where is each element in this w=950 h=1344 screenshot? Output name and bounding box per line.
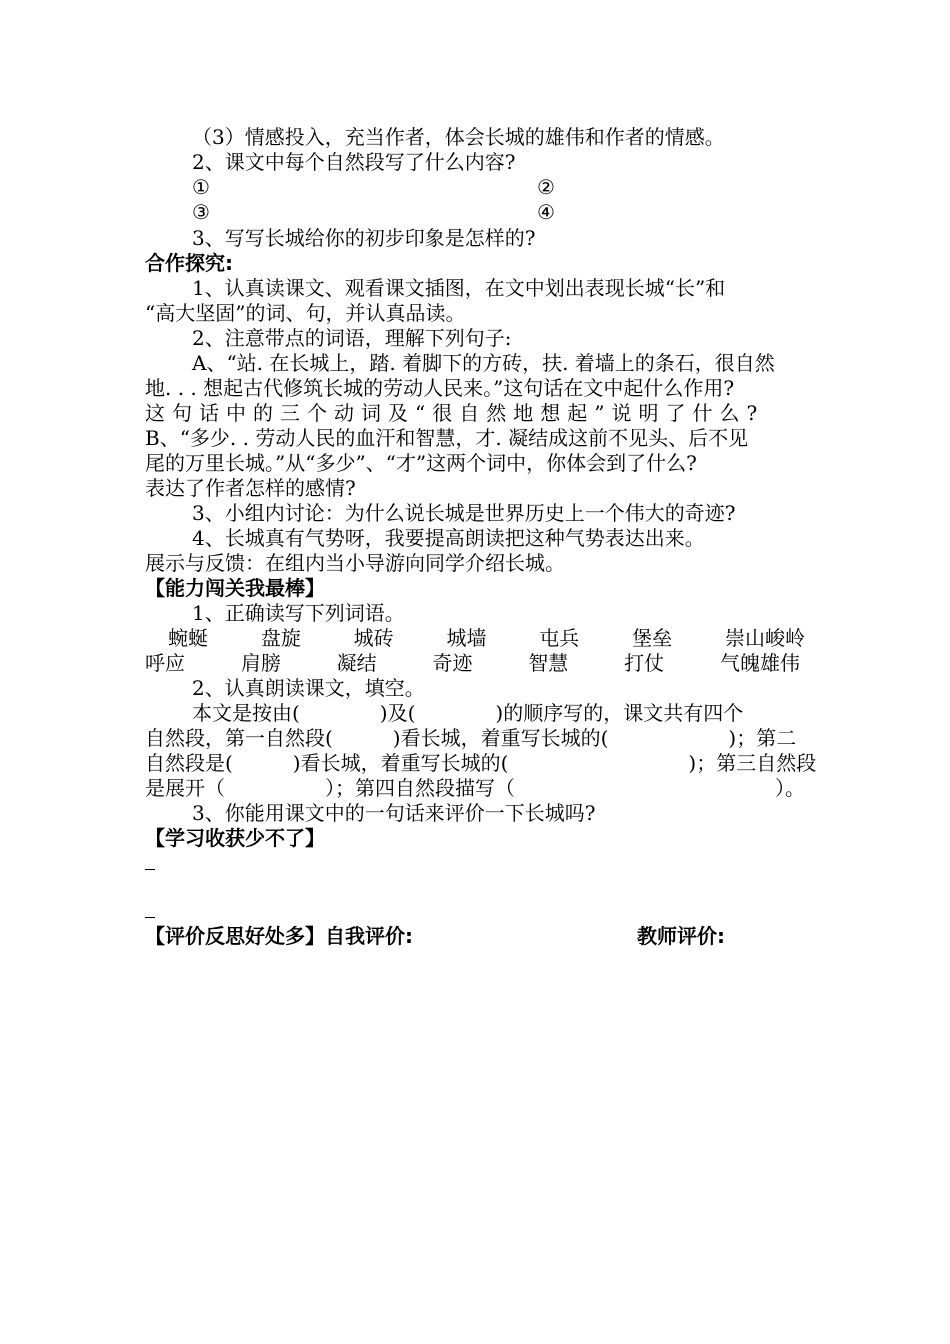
cooperation-q4: 4、长城真有气势呀，我要提高朗读把这种气势表达出来。 (192, 526, 705, 550)
cooperation-heading: 合作探究: (145, 251, 233, 275)
fill-line-2: 自然段，第一自然段( )看长城，着重写长城的( )；第二 (145, 726, 797, 750)
word-item: 凝结 (336, 651, 377, 675)
fill-line-1: 本文是按由( )及( )的顺序写的，课文共有四个 (192, 701, 744, 725)
word-item: 肩膀 (240, 651, 281, 675)
marker-4: ④ (537, 200, 555, 224)
word-item: 城墙 (446, 626, 487, 650)
ability-q1: 1、正确读写下列词语。 (192, 601, 405, 625)
word-item: 堡垒 (632, 626, 673, 650)
word-item: 呼应 (145, 651, 185, 675)
word-item: 蜿蜒 (168, 626, 208, 650)
fill-line-4: 是展开（ ）；第四自然段描写（ ）。 (145, 776, 805, 800)
show-feedback: 展示与反馈：在组内当小导游向同学介绍长城。 (145, 551, 565, 575)
word-row-1 (168, 626, 805, 650)
sentence-a-line2: 地. . . 想起古代修筑长城的劳动人民来。”这句话在文中起什么作用? (145, 376, 735, 400)
intro-question-2: 2、课文中每个自然段写了什么内容? (192, 150, 516, 174)
sentence-a-line1: A、“站. 在长城上，踏. 着脚下的方砖，扶. 着墙上的条石，很自然 (192, 351, 775, 375)
word-item: 屯兵 (539, 626, 580, 650)
sentence-b-line1: B、“多少. . 劳动人民的血汗和智慧，才. 凝结成这前不见头、后不见 (145, 426, 749, 450)
answer-line (145, 917, 155, 918)
cooperation-q3: 3、小组内讨论：为什么说长城是世界历史上一个伟大的奇迹? (192, 501, 736, 525)
marker-2: ② (537, 175, 555, 199)
word-item: 气魄雄伟 (719, 651, 800, 675)
evaluation-heading: 【评价反思好处多】自我评价: (145, 924, 413, 948)
ability-heading: 【能力闯关我最棒】 (145, 576, 325, 600)
harvest-heading: 【学习收获少不了】 (145, 826, 325, 850)
cooperation-q1-line2: “高大坚固”的词、句，并认真品读。 (145, 301, 466, 325)
word-item: 智慧 (528, 651, 569, 675)
word-item: 打仗 (624, 651, 665, 675)
marker-1: ① (192, 175, 210, 199)
sentence-b-line3: 表达了作者怎样的感情? (145, 476, 356, 500)
cooperation-q2: 2、注意带点的词语，理解下列句子: (192, 326, 512, 350)
fill-line-3: 自然段是( )看长城，着重写长城的( )；第三自然段 (145, 751, 817, 775)
ability-q2: 2、认真朗读课文，填空。 (192, 676, 425, 700)
intro-item-3: （3）情感投入，充当作者，体会长城的雄伟和作者的情感。 (192, 125, 725, 149)
word-item: 城砖 (353, 626, 394, 650)
word-item: 盘旋 (260, 626, 301, 650)
answer-line (145, 869, 155, 870)
cooperation-q1-line1: 1、认真读课文、观看课文插图，在文中划出表现长城“长”和 (192, 276, 726, 300)
marker-3: ③ (192, 200, 210, 224)
word-row-2 (145, 651, 800, 675)
word-item: 崇山峻岭 (724, 626, 805, 650)
sentence-a-line3: 这句话中的三个动词及“很自然地想起”说明了什么? (145, 401, 765, 425)
sentence-b-line2: 尾的万里长城。”从“多少”、“才”这两个词中，你体会到了什么? (145, 451, 697, 475)
ability-q3: 3、你能用课文中的一句话来评价一下长城吗? (192, 801, 596, 825)
teacher-evaluation-label: 教师评价: (637, 924, 725, 948)
word-item: 奇迹 (432, 651, 473, 675)
intro-question-3: 3、写写长城给你的初步印象是怎样的? (192, 226, 536, 250)
